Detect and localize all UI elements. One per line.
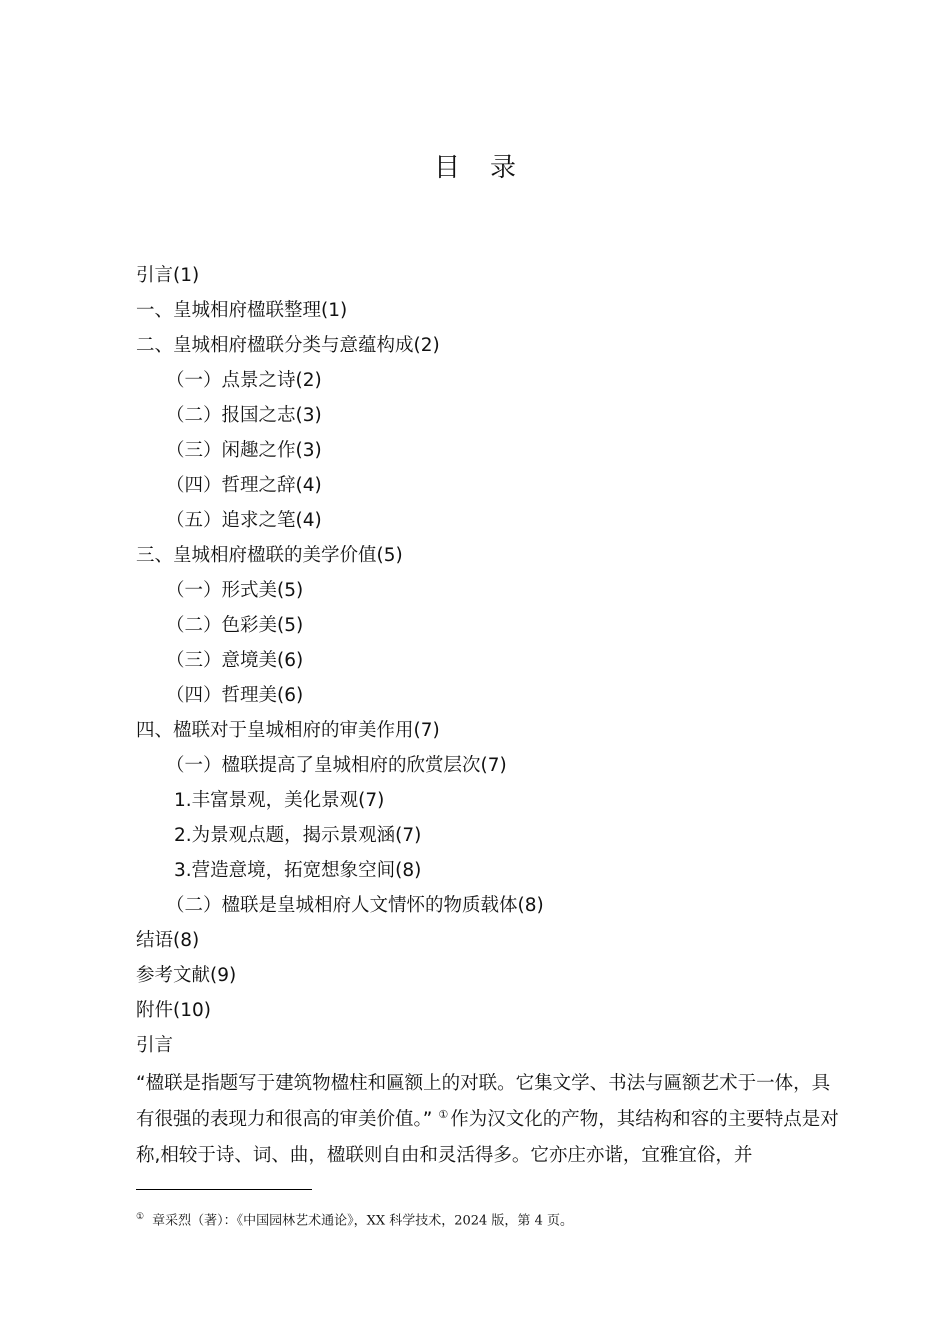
toc-entry[interactable]: 三、皇城相府楹联的美学价值(5)	[136, 545, 403, 566]
toc-entry[interactable]: （一）形式美(5)	[166, 580, 304, 601]
toc-list	[136, 258, 856, 1028]
paragraph-text-part2: 作为汉文化的产物，其结构和容的主要特点是对称,相较于诗、词、曲，楹联则自由和灵活得多。它亦庄亦谐，宜雅宜俗，并	[136, 1109, 839, 1166]
toc-entry[interactable]: （三）闲趣之作(3)	[166, 440, 322, 461]
toc-entry[interactable]: 二、皇城相府楹联分类与意蕴构成(2)	[136, 335, 440, 356]
toc-entry[interactable]: 结语(8)	[136, 930, 200, 951]
toc-entry[interactable]: 2.为景观点题，揭示景观涵(7)	[174, 825, 422, 846]
intro-paragraph	[136, 1066, 839, 1174]
toc-entry[interactable]: （二）报国之志(3)	[166, 405, 322, 426]
toc-entry[interactable]: 3.营造意境，拓宽想象空间(8)	[174, 860, 422, 881]
toc-entry[interactable]: 参考文献(9)	[136, 965, 237, 986]
toc-entry[interactable]: （五）追求之笔(4)	[166, 510, 322, 531]
paragraph-text-part1: “楹联是指题写于建筑物楹柱和匾额上的对联。它集文学、书法与匾额艺术于一体，具有很强的表现力和很高的审美价值。”	[136, 1073, 831, 1130]
section-heading: 引言	[136, 1035, 174, 1056]
toc-entry[interactable]: （三）意境美(6)	[166, 650, 304, 671]
toc-title: 目录	[433, 153, 546, 183]
toc-entry[interactable]: （一）点景之诗(2)	[166, 370, 322, 391]
toc-entry[interactable]: 附件(10)	[136, 1000, 211, 1021]
table-of-contents	[136, 258, 856, 1063]
footnote-text: 章采烈（著）：《中国园林艺术通论》，XX 科学技术，2024 版，第 4 页。	[152, 1213, 573, 1229]
toc-entry[interactable]: （四）哲理之辞(4)	[166, 475, 322, 496]
toc-entry[interactable]: 四、楹联对于皇城相府的审美作用(7)	[136, 720, 440, 741]
toc-entry[interactable]: （二）楹联是皇城相府人文情怀的物质载体(8)	[166, 895, 544, 916]
toc-entry[interactable]: 一、皇城相府楹联整理(1)	[136, 300, 348, 321]
footnote-reference[interactable]: ①	[438, 1107, 449, 1121]
toc-entry[interactable]: （一）楹联提高了皇城相府的欣赏层次(7)	[166, 755, 507, 776]
footnote-mark: ①	[136, 1212, 145, 1222]
toc-entry[interactable]: （四）哲理美(6)	[166, 685, 304, 706]
toc-entry[interactable]: （二）色彩美(5)	[166, 615, 304, 636]
footnote-separator	[136, 1189, 312, 1190]
footnote	[136, 1207, 573, 1231]
toc-entry[interactable]: 引言(1)	[136, 265, 200, 286]
toc-entry[interactable]: 1.丰富景观，美化景观(7)	[174, 790, 385, 811]
